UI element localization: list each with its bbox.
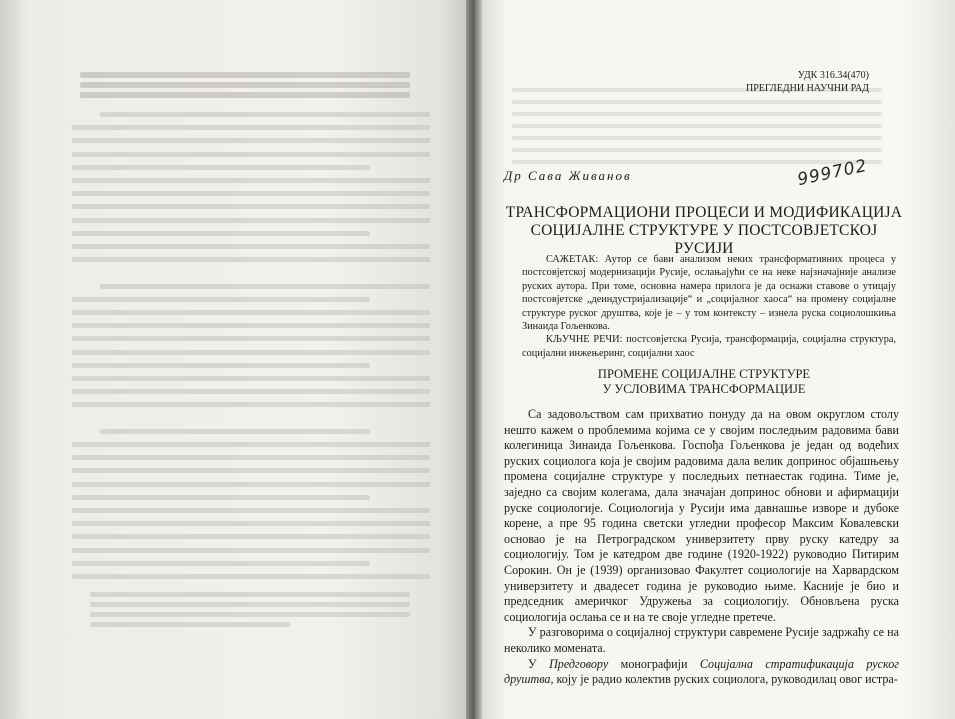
bleedthrough-line [72, 297, 370, 302]
bleedthrough-line [512, 136, 882, 140]
bleedthrough-line [72, 508, 430, 513]
section-heading-line-2: У УСЛОВИМА ТРАНСФОРМАЦИЈЕ [602, 381, 806, 396]
bleedthrough-line [72, 310, 430, 315]
left-page-bleedthrough [0, 0, 470, 719]
bleedthrough-line [72, 534, 430, 539]
udk-code: УДК 316.34(470) [797, 70, 869, 81]
bleedthrough-line [72, 376, 430, 381]
p3-prefix: У [528, 656, 550, 671]
bleedthrough-line [72, 482, 430, 487]
bleedthrough-line [72, 244, 430, 249]
abstract [522, 253, 896, 360]
p3-suffix: , коју је радио колектив руских социолога, руководилац овог истра- [550, 672, 898, 687]
author-name: Др Сава Живанов [504, 168, 632, 183]
abstract-keywords: КЉУЧНЕ РЕЧИ: постсовјетска Русија, трансформација, социјална структура, социјални инжењеринг, социјални хаос [522, 334, 896, 359]
bleedthrough-line [72, 402, 430, 407]
body-paragraph-3 [504, 657, 899, 688]
bleedthrough-line [72, 257, 430, 262]
bleedthrough-line [72, 323, 430, 328]
bleedthrough-line [90, 622, 290, 627]
bleedthrough-line [90, 592, 410, 597]
bleedthrough-line [72, 231, 370, 236]
bleedthrough-line [512, 112, 882, 116]
bleedthrough-line [72, 521, 430, 526]
bleedthrough-line [100, 429, 370, 434]
bleedthrough-line [72, 165, 370, 170]
bleedthrough-line [72, 548, 430, 553]
section-heading-line-1: ПРОМЕНЕ СОЦИЈАЛНЕ СТРУКТУРЕ [597, 367, 811, 381]
bleedthrough-line [512, 100, 882, 104]
handwritten-number: 999702 [795, 155, 870, 191]
bleedthrough-line [72, 495, 370, 500]
body-text [504, 407, 899, 688]
bleedthrough-line [512, 148, 882, 152]
bleedthrough-line [512, 124, 882, 128]
bleedthrough-line [72, 442, 430, 447]
bleedthrough-line [72, 350, 430, 355]
body-paragraph-1: Са задовољством сам прихватио понуду да на овом округлом столу нешто кажем о проблемима којима се у својим последњим радовима бави колегиница Зинаида Гољенкова. Госпођа Гољенкова је један од водећих руских социолога која је својим радовима дала велик допринос објашњењу промена социјалне структуре у последњих петнаестак година. Тиме је, заједно са својим колегама, дала значајан допринос обнови и афирмацији руске социологије. Социологија у Русији има давнашње изворе и дубоке корене, а пре 95 година светски угледни професор Максим Ковалевски основао је на Петроградском универзитету прву руску катедру за социологију. Том је катедром две године (1920-1922) руководио Питирим Сорокин. Он је (1939) организовао Факултет социологије на Харвардском универзитету и двадесет година је руководио њиме. Касније је био и председник америчког Удружења за социологију. Обновљена руска социологија ослања се и на те своје угледне претече. [504, 407, 899, 624]
article-title [504, 204, 904, 258]
article-type: ПРЕГЛЕДНИ НАУЧНИ РАД [746, 83, 869, 94]
bleedthrough-line [72, 204, 430, 209]
bleedthrough-line [90, 602, 410, 607]
bleedthrough-line [72, 152, 430, 157]
p3-preface: Предговору [549, 656, 609, 671]
bleedthrough-line [72, 574, 430, 579]
abstract-summary: САЖЕТАК: Аутор се бави анализом неких трансформативних процеса у постсовјетској модернизацији Русије, ослањајући се на неке најзначајније анализе руских аутора. При томе, основна намера прилога је да оснажи ставове о утицају постсовјетске „деиндустријализације“ и „социјалног хаоса“ на промену социјалне структуре руског друштва, које је – у том контексту – изнела руска социолошкиња Зинаида Гољенкова. [522, 254, 896, 333]
bleedthrough-line [72, 191, 430, 196]
bleedthrough-line [72, 455, 430, 460]
bleedthrough-line [90, 612, 410, 617]
bleedthrough-line [72, 363, 370, 368]
bleedthrough-line [72, 178, 430, 183]
book-gutter [466, 0, 482, 719]
section-heading [504, 367, 904, 396]
bleedthrough-line [80, 92, 410, 98]
bleedthrough-line [80, 72, 410, 78]
bleedthrough-line [72, 561, 370, 566]
bleedthrough-line [72, 138, 430, 143]
bleedthrough-line [72, 218, 430, 223]
header-block [746, 69, 869, 95]
p3-mid: монографији [608, 656, 700, 671]
body-paragraph-2: У разговорима о социјалној структури савремене Русије задржаћу се на неколико момената. [504, 625, 899, 655]
bleedthrough-line [100, 284, 430, 289]
bleedthrough-line [72, 336, 430, 341]
bleedthrough-line [72, 389, 430, 394]
bleedthrough-line [72, 468, 430, 473]
title-line-2: СОЦИЈАЛНЕ СТРУКТУРЕ У ПОСТСОВЈЕТСКОЈ РУСИЈИ [530, 222, 878, 257]
right-page [482, 0, 955, 719]
p3-book-title: Социјална стратификација руског друштва [504, 656, 899, 687]
bleedthrough-line [80, 82, 410, 88]
bleedthrough-line [100, 112, 430, 117]
bleedthrough-line [72, 125, 430, 130]
title-line-1: ТРАНСФОРМАЦИОНИ ПРОЦЕСИ И МОДИФИКАЦИЈА [505, 204, 903, 221]
